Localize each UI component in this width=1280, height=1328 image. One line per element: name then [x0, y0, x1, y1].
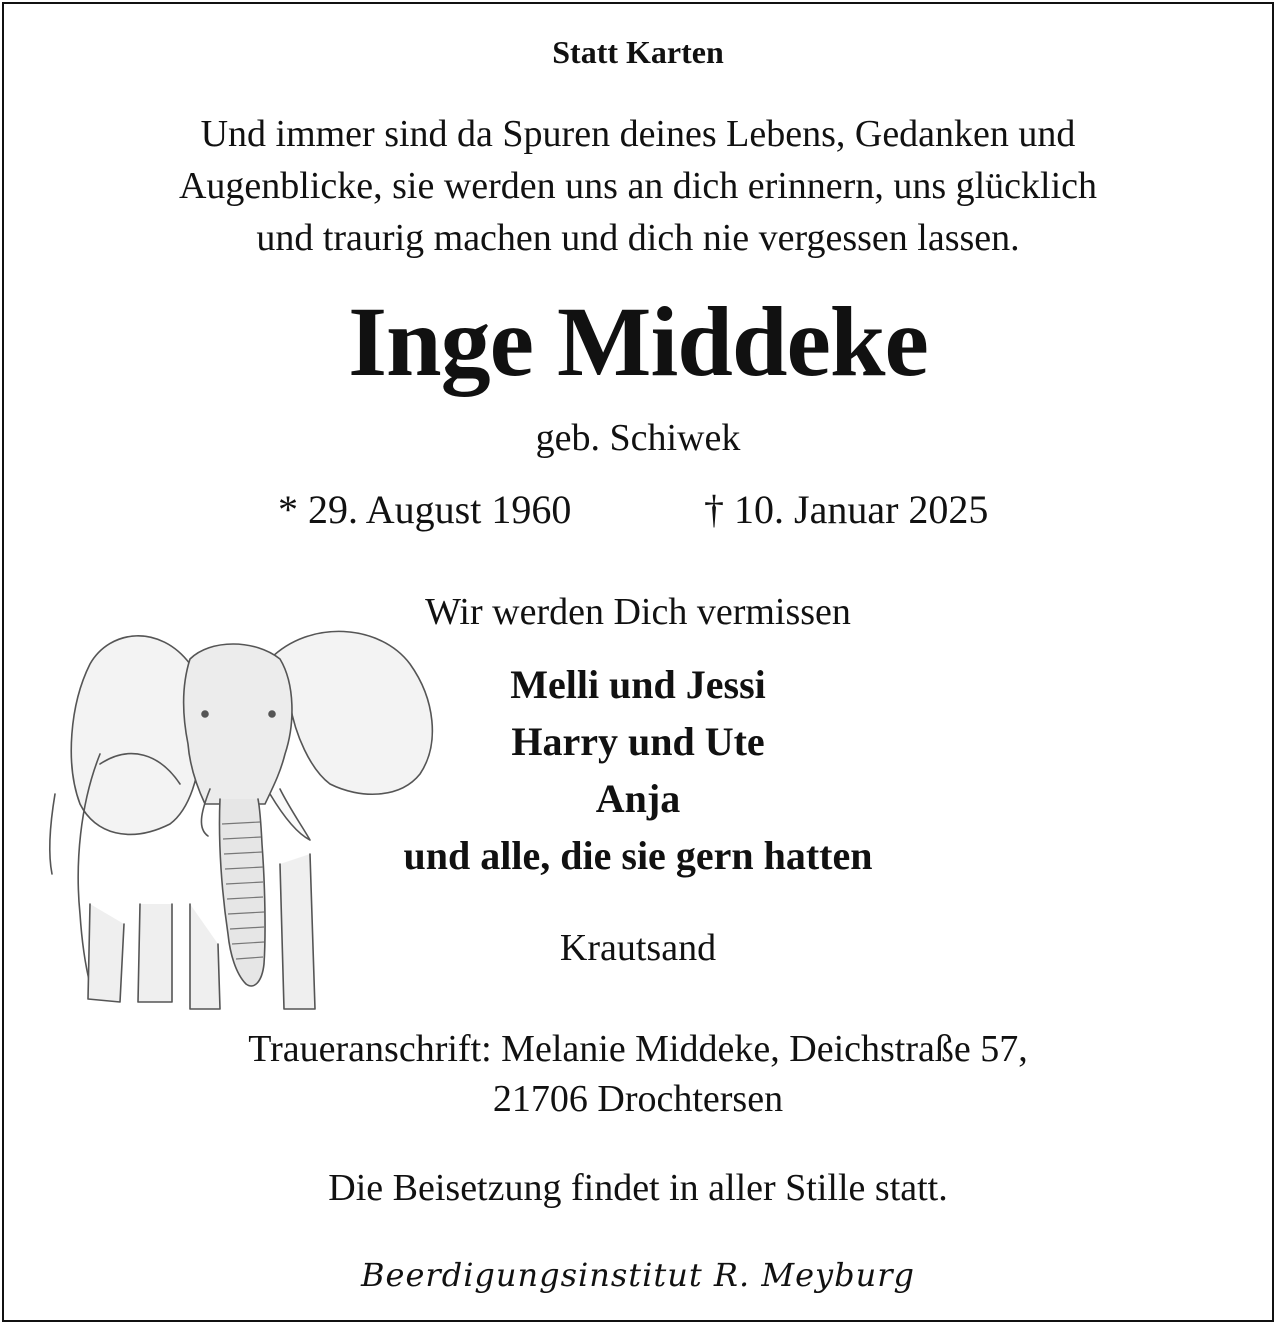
undertaker-signature: Beerdigungsinstitut R. Meyburg	[361, 1256, 915, 1294]
funeral-note: Die Beisetzung findet in aller Stille statt.	[328, 1167, 948, 1209]
mourner-entry: Anja	[595, 776, 681, 821]
mourning-address	[4, 1024, 1272, 1124]
header-statt-karten: Statt Karten	[552, 34, 724, 70]
place: Krautsand	[559, 927, 717, 969]
mourners-list	[4, 656, 1272, 884]
maiden-name: geb. Schiwek	[535, 417, 741, 459]
mourner-entry: Melli und Jessi	[510, 662, 766, 707]
death-date: † 10. Januar 2025	[704, 487, 989, 532]
deceased-name: Inge Middeke	[348, 286, 928, 397]
address-line: Traueranschrift: Melanie Middeke, Deichstraße 57,	[248, 1028, 1028, 1070]
verse-line: Augenblicke, sie werden uns an dich erinnern, uns glücklich	[178, 165, 1098, 207]
verse-line: Und immer sind da Spuren deines Lebens, Gedanken und	[200, 113, 1076, 155]
address-line: 21706 Drochtersen	[492, 1078, 784, 1120]
mourner-entry: und alle, die sie gern hatten	[403, 833, 873, 878]
memorial-verse	[4, 108, 1272, 264]
birth-date: * 29. August 1960	[278, 487, 572, 532]
farewell-line: Wir werden Dich vermissen	[425, 591, 851, 633]
verse-line: und traurig machen und dich nie vergessen lassen.	[256, 217, 1020, 259]
mourner-entry: Harry und Ute	[511, 719, 765, 764]
obituary-notice	[2, 2, 1274, 1322]
